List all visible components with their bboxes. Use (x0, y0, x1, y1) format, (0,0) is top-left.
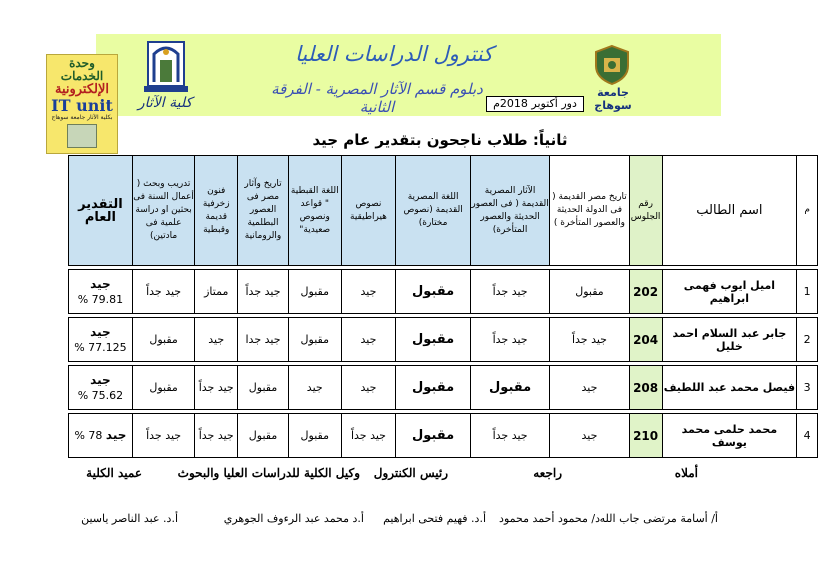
signature-name-3: أ.د. فهيم فتحى ابراهيم (383, 512, 486, 525)
table-row (69, 318, 818, 362)
student-name: محمد حلمى محمد يوسف (662, 414, 797, 458)
grade-cell: مقبول (238, 366, 289, 410)
overall-grade-label: جيد (90, 276, 111, 291)
grade-cell: مقبول (396, 414, 471, 458)
col-header-subject-6: تاريخ وآثار مصر فى العصور البطلمية والرومانية (238, 156, 289, 266)
overall-grade (69, 414, 133, 458)
grade-cell: مقبول (288, 414, 341, 458)
signature-title-reviewed: راجعه (533, 466, 562, 480)
col-header-subject-2: الآثار المصرية القديمة ( فى العصور الحديثة والعصور المتأخرة) (470, 156, 549, 266)
signature-title-dean: عميد الكلية (86, 466, 142, 480)
grade-cell: جيد (288, 366, 341, 410)
row-index: 2 (797, 318, 818, 362)
seat-number: 210 (629, 414, 662, 458)
grade-cell: مقبول (396, 270, 471, 314)
it-unit-line3: IT unit (51, 96, 113, 115)
grade-cell: مقبول (396, 318, 471, 362)
it-unit-line4: بكلية الآثار جامعة سوهاج (51, 114, 113, 121)
student-name: اميل ايوب فهمى ابراهيم (662, 270, 797, 314)
table-row (69, 414, 818, 458)
grade-cell: جيد جداً (195, 366, 238, 410)
grade-cell: جيد جدا (238, 318, 289, 362)
faculty-emblem-icon (140, 38, 192, 96)
row-index: 4 (797, 414, 818, 458)
grade-cell: مقبول (550, 270, 629, 314)
row-index: 3 (797, 366, 818, 410)
overall-grade (69, 318, 133, 362)
it-unit-photo-icon (67, 124, 97, 148)
header-row (69, 156, 818, 266)
seat-number: 208 (629, 366, 662, 410)
col-header-subject-1: تاريخ مصر القديمة ( فى الدولة الحديثة والعصور المتأخرة ) (550, 156, 629, 266)
university-emblem-icon (592, 44, 632, 86)
session-box: دور أكتوبر 2018م (486, 96, 584, 112)
it-unit-line1: وحدة الخدمات (60, 56, 104, 83)
overall-percent: 75.62 % (77, 388, 124, 402)
it-unit-logo (46, 54, 118, 154)
student-name: جابر عبد السلام احمد خليل (662, 318, 797, 362)
col-header-subject-3: اللغة المصرية القديمة (نصوص مختارة) (396, 156, 471, 266)
grade-cell: جيد جداً (132, 270, 195, 314)
overall-grade-label: جيد (90, 324, 111, 339)
overall-grade (69, 270, 133, 314)
grade-cell: جيد (195, 318, 238, 362)
col-header-seat: رقم الجلوس (629, 156, 662, 266)
grade-cell: جيد جداً (195, 414, 238, 458)
signature-title-control-head: رئيس الكنترول (373, 466, 448, 480)
signature-name-5: أ.د. عبد الناصر ياسين (81, 512, 178, 525)
col-header-name: اسم الطالب (662, 156, 797, 266)
grade-cell: مقبول (470, 366, 549, 410)
seat-number: 204 (629, 318, 662, 362)
grade-cell: مقبول (132, 366, 195, 410)
signature-name-4: أ.د محمد عبد الرءوف الجوهري (223, 512, 364, 525)
overall-grade-label: جيد (90, 372, 111, 387)
grade-cell: جيد (341, 318, 396, 362)
grade-cell: مقبول (132, 318, 195, 362)
signature-title-vice-dean: وكيل الكلية للدراسات العليا والبحوث (177, 466, 360, 480)
col-header-grade: التقدير العام (69, 156, 133, 266)
grade-cell: مقبول (288, 318, 341, 362)
grade-cell: جيد جداً (341, 414, 396, 458)
col-header-subject-7: فنون زخرفية قديمة وقبطية (195, 156, 238, 266)
student-name: فيصل محمد عبد اللطيف (662, 366, 797, 410)
grade-cell: جيد (550, 414, 629, 458)
grade-cell: جيد جداً (132, 414, 195, 458)
col-header-subject-5: اللغة القبطية " قواعد ونصوص صعيدية" (288, 156, 341, 266)
control-title: كنترول الدراسات العليا (294, 42, 494, 66)
overall-percent: 78 % (74, 429, 103, 442)
overall-grade-label: جيد (105, 428, 127, 442)
grade-cell: جيد جداً (470, 414, 549, 458)
grade-cell: جيد (550, 366, 629, 410)
table-row (69, 366, 818, 410)
grade-cell: ممتاز (195, 270, 238, 314)
overall-percent: 77.125 % (74, 340, 127, 354)
grade-cell: مقبول (238, 414, 289, 458)
grade-cell: جيد جداً (550, 318, 629, 362)
table-row (69, 270, 818, 314)
row-index: 1 (797, 270, 818, 314)
signature-name-2: د/ محمود أحمد محمود (499, 512, 600, 525)
faculty-name: كلية الآثار (137, 95, 193, 111)
grade-cell: مقبول (288, 270, 341, 314)
section-title: ثانياً: طلاب ناجحون بتقدير عام جيد (312, 131, 568, 149)
it-unit-line2: الإلكترونية (54, 82, 110, 97)
grade-cell: مقبول (396, 366, 471, 410)
col-header-index: م (797, 156, 818, 266)
seat-number: 202 (629, 270, 662, 314)
grade-cell: جيد جداً (470, 318, 549, 362)
overall-grade (69, 366, 133, 410)
signature-name-1: أ/ أسامة مرتضى جاب الله (599, 512, 718, 525)
col-header-subject-8: تدريب وبحث ( أعمال السنة فى بحثين او دراسة علمية فى مادتين) (132, 156, 195, 266)
results-table (68, 155, 818, 458)
diploma-line: دبلوم قسم الآثار المصرية - الفرقة الثانية (271, 80, 483, 116)
grade-cell: جيد جداً (238, 270, 289, 314)
grade-cell: جيد جداً (470, 270, 549, 314)
grade-cell: جيد (341, 270, 396, 314)
signature-title-dictated: أملاه (674, 466, 698, 480)
grade-cell: جيد (341, 366, 396, 410)
overall-percent: 79.81 % (77, 292, 124, 306)
university-name: جامعة سوهاج (594, 86, 632, 112)
col-header-subject-4: نصوص هيراطيقية (341, 156, 396, 266)
